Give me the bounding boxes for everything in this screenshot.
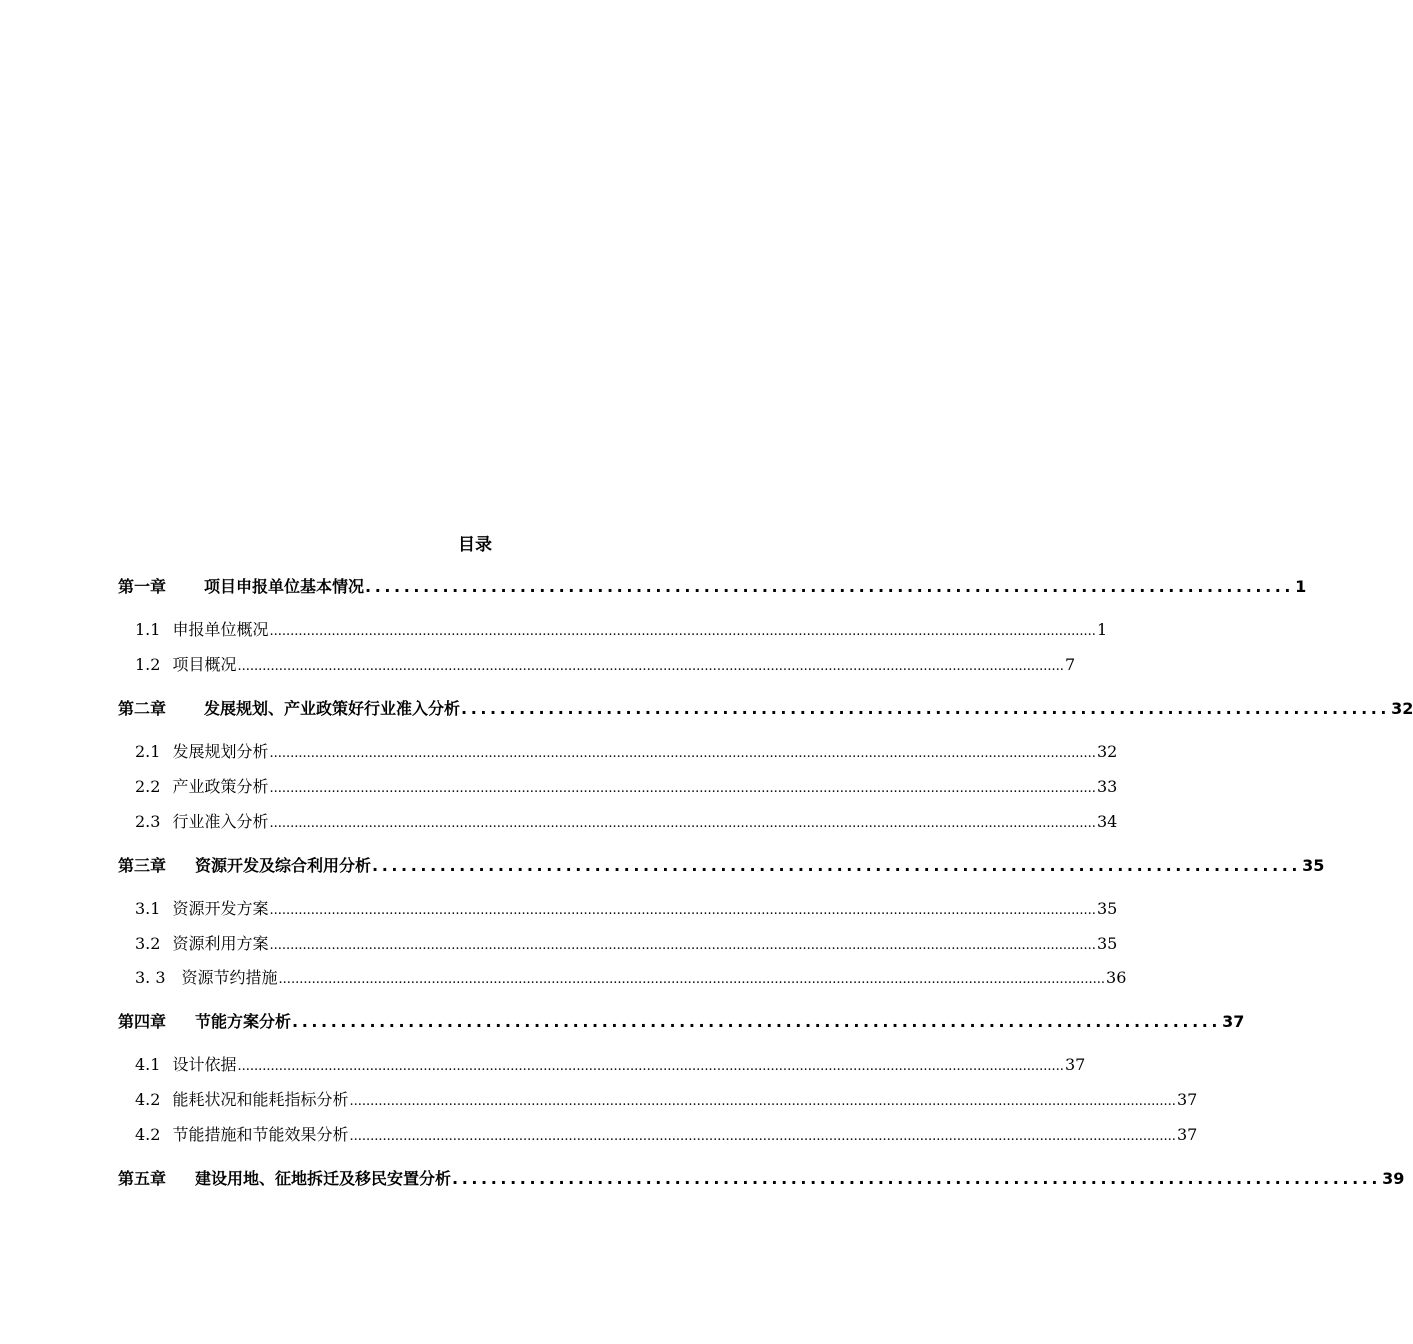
toc-chapter-title: 节能方案分析 <box>195 1012 292 1031</box>
toc-section-title: 申报单位概况 <box>172 620 269 639</box>
toc-page-number: 37 <box>1064 1055 1086 1074</box>
toc-section-entry[interactable] <box>135 776 1118 800</box>
toc-page-number: 37 <box>1176 1090 1198 1109</box>
toc-dot-leader: ................................................................................................ <box>452 1169 1382 1188</box>
toc-chapter-title: 发展规划、产业政策好行业准入分析 <box>204 699 461 718</box>
toc-dot-leader: ........................................................................................................................................................................................................ <box>269 938 1096 953</box>
toc-chapter-entry[interactable] <box>118 575 1307 599</box>
toc-section-title: 资源节约措施 <box>181 968 278 987</box>
toc-section-number: 1.2 <box>135 655 161 674</box>
toc-dot-leader: ........................................................................................................................................................................................................ <box>278 972 1106 987</box>
toc-page-number: 32 <box>1391 699 1413 718</box>
toc-section-title: 发展规划分析 <box>172 742 269 761</box>
toc-section-title: 产业政策分析 <box>172 777 269 796</box>
toc-page-number: 36 <box>1106 968 1127 987</box>
toc-dot-leader: ........................................................................................................................................................................................................ <box>269 781 1096 796</box>
toc-chapter-number: 第五章 <box>118 1169 167 1188</box>
toc-chapter-title: 建设用地、征地拆迁及移民安置分析 <box>195 1169 452 1188</box>
toc-section-entry[interactable] <box>135 1054 1086 1078</box>
toc-section-entry[interactable] <box>135 741 1118 765</box>
toc-chapter-number: 第一章 <box>118 577 167 596</box>
toc-page-number: 35 <box>1096 934 1118 953</box>
toc-page-number: 37 <box>1222 1012 1245 1031</box>
toc-section-entry[interactable] <box>135 967 1127 991</box>
toc-chapter-entry[interactable] <box>118 1010 1245 1034</box>
toc-section-number: 3. 3 <box>135 968 166 987</box>
toc-chapter-number: 第二章 <box>118 699 167 718</box>
toc-page-number: 39 <box>1382 1169 1405 1188</box>
toc-chapter-entry[interactable] <box>118 1167 1405 1191</box>
toc-section-title: 能耗状况和能耗指标分析 <box>172 1090 349 1109</box>
toc-dot-leader: ........................................................................................................................................................................................................ <box>269 903 1096 918</box>
toc-chapter-entry[interactable] <box>118 697 1413 721</box>
toc-dot-leader: ................................................................................................ <box>372 856 1302 875</box>
toc-section-number: 3.2 <box>135 934 161 953</box>
toc-page-number: 32 <box>1096 742 1118 761</box>
toc-section-entry[interactable] <box>135 811 1118 835</box>
toc-section-number: 1.1 <box>135 620 161 639</box>
toc-dot-leader: ........................................................................................................................................................................................................ <box>237 1059 1064 1074</box>
toc-section-title: 行业准入分析 <box>172 812 269 831</box>
toc-section-title: 资源利用方案 <box>172 934 269 953</box>
toc-page-number: 37 <box>1176 1125 1198 1144</box>
toc-section-title: 资源开发方案 <box>172 899 269 918</box>
toc-section-entry[interactable] <box>135 898 1118 922</box>
toc-page-number: 33 <box>1096 777 1118 796</box>
toc-dot-leader: ........................................................................................................................................................................................................ <box>269 816 1096 831</box>
toc-dot-leader: ................................................................................................ <box>292 1012 1222 1031</box>
toc-section-entry[interactable] <box>135 1124 1198 1148</box>
toc-page-number: 35 <box>1096 899 1118 918</box>
toc-dot-leader: ........................................................................................................................................................................................................ <box>349 1129 1176 1144</box>
toc-dot-leader: ........................................................................................................................................................................................................ <box>237 659 1064 674</box>
toc-dot-leader: ................................................................................................ <box>461 699 1391 718</box>
toc-page-number: 7 <box>1064 655 1076 674</box>
toc-section-entry[interactable] <box>135 654 1076 678</box>
toc-chapter-number: 第四章 <box>118 1012 167 1031</box>
toc-chapter-title: 项目申报单位基本情况 <box>204 577 365 596</box>
toc-dot-leader: ........................................................................................................................................................................................................ <box>269 624 1096 639</box>
toc-page-number: 35 <box>1302 856 1325 875</box>
toc-chapter-entry[interactable] <box>118 854 1325 878</box>
toc-section-title: 项目概况 <box>172 655 237 674</box>
toc-page-number: 1 <box>1295 577 1307 596</box>
toc-section-number: 4.1 <box>135 1055 161 1074</box>
toc-section-title: 节能措施和节能效果分析 <box>172 1125 349 1144</box>
toc-dot-leader: ........................................................................................................................................................................................................ <box>349 1094 1176 1109</box>
toc-section-number: 2.1 <box>135 742 161 761</box>
toc-title: 目录 <box>458 535 492 555</box>
toc-page-number: 1 <box>1096 620 1108 639</box>
toc-section-entry[interactable] <box>135 933 1118 957</box>
toc-dot-leader: ........................................................................................................................................................................................................ <box>269 746 1096 761</box>
toc-page-number: 34 <box>1096 812 1118 831</box>
toc-section-number: 3.1 <box>135 899 161 918</box>
toc-chapter-number: 第三章 <box>118 856 167 875</box>
toc-section-number: 4.2 <box>135 1090 161 1109</box>
toc-chapter-title: 资源开发及综合利用分析 <box>195 856 372 875</box>
toc-section-number: 4.2 <box>135 1125 161 1144</box>
toc-section-entry[interactable] <box>135 1089 1198 1113</box>
toc-section-entry[interactable] <box>135 619 1108 643</box>
toc-section-number: 2.2 <box>135 777 161 796</box>
toc-section-number: 2.3 <box>135 812 161 831</box>
toc-dot-leader: ................................................................................................ <box>365 577 1295 596</box>
toc-section-title: 设计依据 <box>172 1055 237 1074</box>
